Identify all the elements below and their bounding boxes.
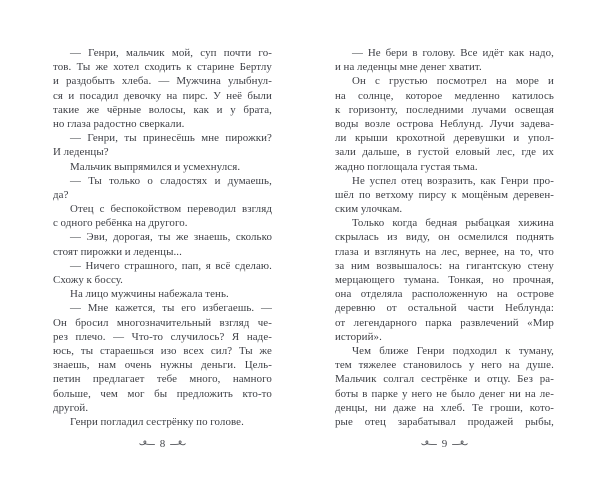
page-right: [335, 46, 554, 484]
page-number: 9: [441, 438, 448, 451]
text-line: И леденцы?: [53, 146, 109, 159]
text-line: петин предлагает тебе много, намного: [53, 373, 272, 386]
text-line: рез плечо. — Что-то случилось? Я наде-: [53, 330, 272, 343]
text-line: историй».: [335, 330, 382, 343]
text-line: боты в парке у него не было денег ни на ле-: [335, 387, 554, 400]
text-line: Он с грустью посмотрел на море и: [352, 75, 554, 88]
text-line: тов. Ты же хотел сходить к старине Бертлу: [53, 61, 272, 74]
text-line: жадно поглощала густая тьма.: [335, 160, 478, 173]
text-line: и раздобыть хлеба. — Мужчина улыбнул-: [53, 75, 272, 88]
text-line: На лицо мужчины набежала тень.: [70, 288, 229, 301]
footer-ornament-right-icon: [170, 440, 186, 449]
text-line: другой.: [53, 401, 89, 414]
text-line: она отделяла расположенную на острове: [335, 288, 554, 301]
text-line: — Генри, ты принесёшь мне пирожки?: [70, 132, 272, 145]
text-line: Он бросил многозначительный взгляд че-: [53, 316, 272, 329]
text-line: такие же чёрные волосы, как и у брата,: [53, 103, 272, 116]
text-line: денцы, ни даже на хлеб. Те гроши, кото-: [335, 401, 554, 414]
text-line: — Ты только о сладостях и думаешь,: [70, 174, 272, 187]
text-line: Только когда бедная рыбацкая хижина: [352, 217, 554, 230]
text-line: ли крыши крохотной деревушки и упол-: [335, 132, 554, 145]
text-line: знаешь, нам очень нужны деньги. Цель-: [53, 359, 272, 372]
text-line: деревню от остальной части Неблунда:: [335, 302, 554, 315]
text-line: рые отец зарабатывал продажей рыбы,: [335, 415, 554, 428]
text-line: Мальчик выпрямился и усмехнулся.: [70, 160, 241, 173]
text-line: ся и посадил девочку на пирс. У неё были: [53, 89, 272, 102]
text-line: Отец с беспокойством переводил взгляд: [70, 203, 272, 216]
page-number: 8: [159, 438, 166, 451]
text-line: шёл по ветхому пирсу к мощёным деревен-: [335, 188, 554, 201]
text-line: да?: [53, 188, 69, 201]
text-line: больше, чем мог бы предложить кто-то: [53, 387, 272, 400]
text-line: — Ничего страшного, пап, я всё сделаю.: [70, 259, 272, 272]
page-left: [53, 46, 272, 484]
text-line: тем тяжелее становилось у него на душе.: [335, 359, 554, 372]
text-line: на солнце, которое медленно катилось: [335, 89, 554, 102]
text-line: Схожу к боссу.: [53, 274, 124, 286]
text-line: стоят пирожки и леденцы...: [53, 245, 182, 258]
text-line: и на леденцы мне денег хватит.: [335, 61, 482, 74]
text-line: воды возле острова Неблунд. Лучи задева-: [335, 117, 554, 130]
text-line: мерцающего тумана. Тонкая, но прочная,: [335, 274, 554, 286]
text-line: юсь, ты стараешься изо всех сил? Ты же: [53, 344, 272, 357]
page-footer: [335, 437, 554, 451]
text-line: но глаза радостно сверкали.: [53, 117, 185, 130]
text-line: — Не бери в голову. Все идёт как надо,: [352, 47, 554, 59]
text-line: — Мне кажется, ты его избегаешь. —: [70, 302, 272, 315]
text-line: Не успел отец возразить, как Генри про-: [352, 174, 554, 187]
text-line: за ним возвышалось: на гигантскую стену: [335, 259, 554, 272]
text-line: зали дальше, в густой еловый лес, где их: [335, 146, 554, 159]
text-line: к горизонту, последними лучами освещая: [335, 103, 554, 116]
text-line: Мальчик солгал сестрёнке и отцу. Без ра-: [335, 373, 554, 386]
footer-ornament-left-icon: [421, 440, 437, 449]
footer-ornament-left-icon: [139, 440, 155, 449]
text-line: с одного ребёнка на другого.: [53, 217, 188, 230]
text-line: — Генри, мальчик мой, суп почти го-: [70, 47, 272, 59]
text-line: скрылась из виду, он осмелился поднять: [335, 231, 554, 244]
text-line: Чем ближе Генри подходил к туману,: [352, 344, 554, 357]
text-line: Генри погладил сестрёнку по голове.: [70, 415, 244, 428]
text-line: от легендарного парка развлечений «Мир: [335, 316, 554, 329]
footer-ornament-right-icon: [452, 440, 468, 449]
text-line: — Эви, дорогая, ты же знаешь, сколько: [70, 231, 272, 244]
page-footer: [53, 437, 272, 451]
text-line: глаза и взглянуть на лес, вернее, на то, что: [335, 245, 554, 258]
page-text: [53, 46, 272, 429]
text-line: ским улочкам.: [335, 203, 403, 216]
page-text: [335, 46, 554, 429]
